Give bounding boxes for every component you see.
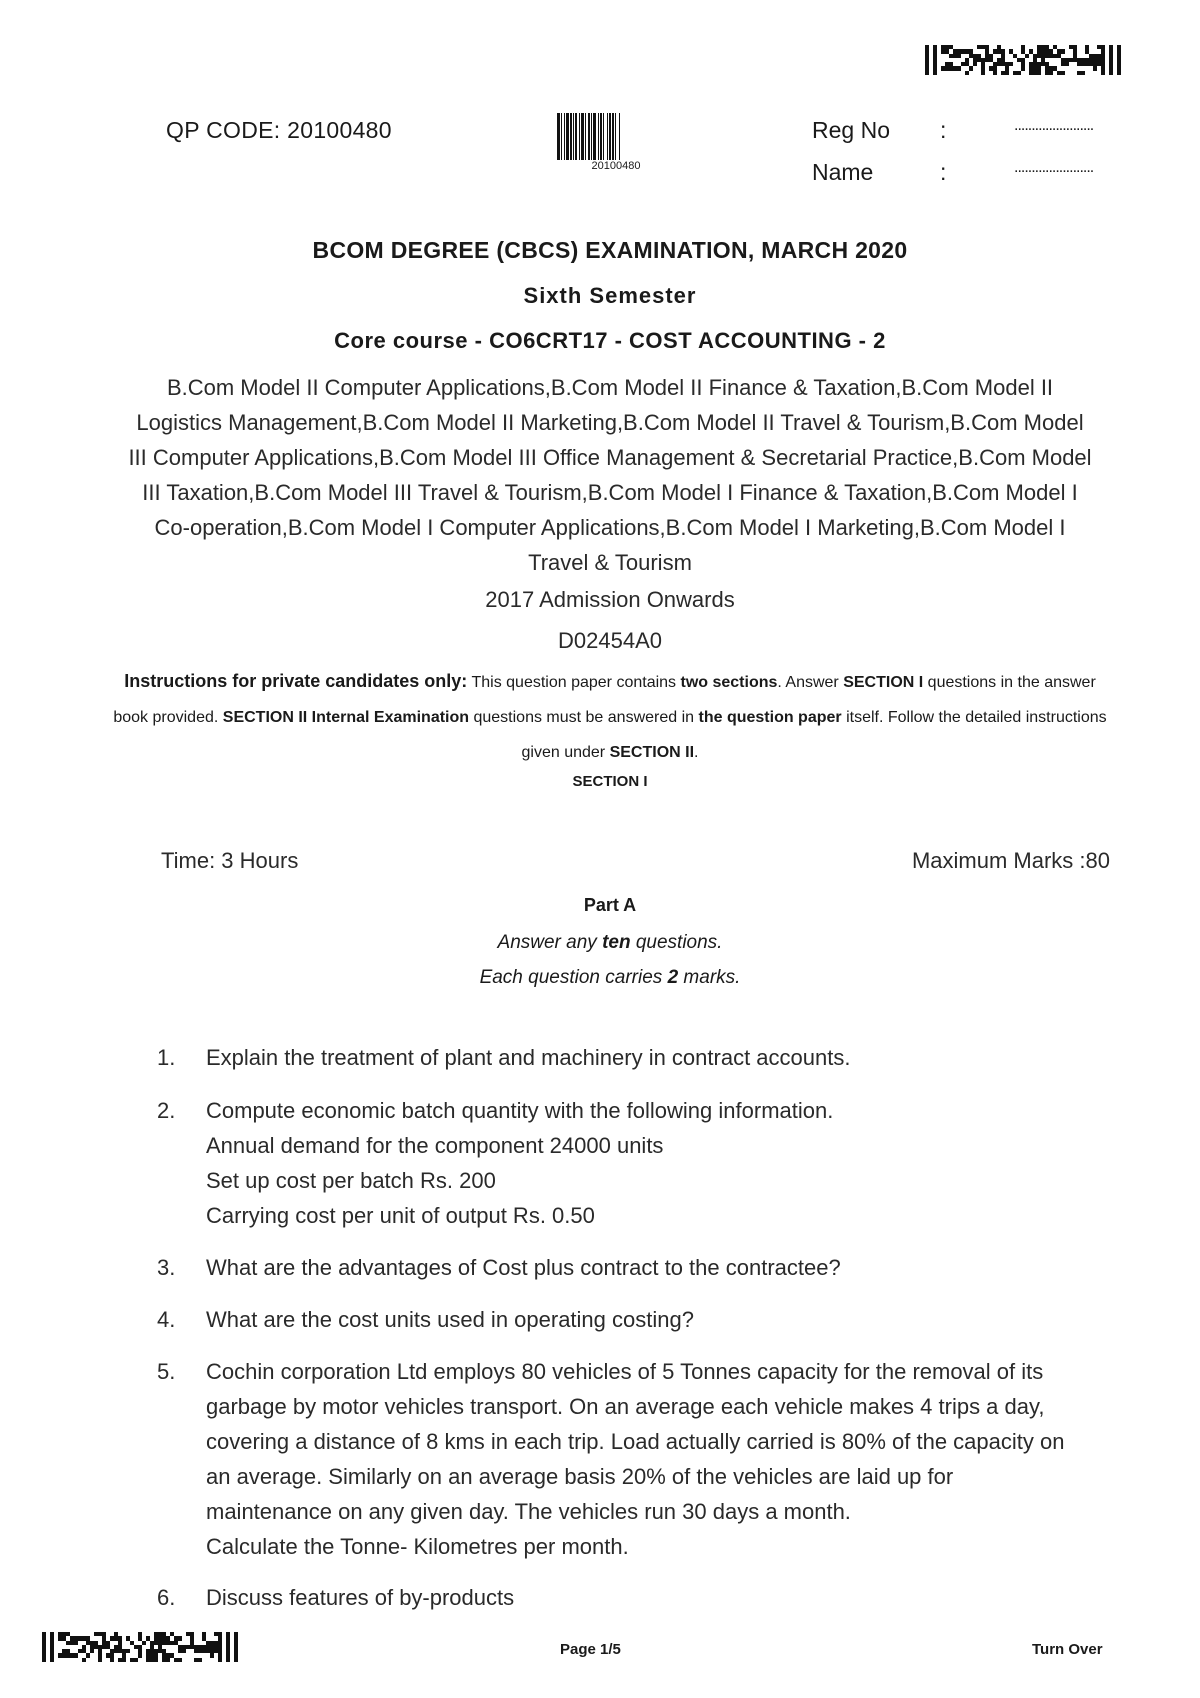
question-line: Annual demand for the component 24000 units [206,1133,664,1158]
course-title: Core course - CO6CRT17 - COST ACCOUNTING - 2 [334,328,886,353]
marks-instruction [110,967,1110,989]
program-line: III Taxation,B.Com Model III Travel & Tourism,B.Com Model I Finance & Taxation,B.Com Model I [142,480,1078,505]
bottom-left-2d-barcode [42,1632,247,1662]
maximum-marks: Maximum Marks :80 [911,848,1110,873]
private-candidate-instructions [110,664,1110,770]
question-line: maintenance on any given day. The vehicles run 30 days a month. [206,1499,851,1524]
top-right-2d-barcode [925,45,1130,75]
program-line: Travel & Tourism [528,550,692,575]
question-number: 3. [157,1255,176,1280]
program-line: Co-operation,B.Com Model I Computer Applications,B.Com Model I Marketing,B.Com Model I [154,515,1066,540]
question-line: an average. Similarly on an average basis 20% of the vehicles are laid up for [206,1464,954,1489]
instructions-lead: Instructions for private candidates only: [124,671,468,691]
question-line: Explain the treatment of plant and machinery in contract accounts. [206,1045,851,1070]
name-colon: : [940,159,947,185]
answer-count: ten [602,932,631,953]
question-line: covering a distance of 8 kms in each trip. Load actually carried is 80% of the capacity on [206,1429,1065,1454]
program-line: III Computer Applications,B.Com Model III Office Management & Secretarial Practice,B.Com Model [128,445,1092,470]
exam-title: BCOM DEGREE (CBCS) EXAMINATION, MARCH 2020 [312,237,908,263]
instructions-bold: the question paper [698,709,842,726]
part-heading: Part A [583,895,637,915]
question-line: Cochin corporation Ltd employs 80 vehicles of 5 Tonnes capacity for the removal of its [206,1359,1044,1384]
instructions-bold: two sections [680,674,778,691]
instructions-text: questions in the answer book provided. [113,674,1096,726]
qp-code: QP CODE: 20100480 [166,117,392,143]
turn-over-label: Turn Over [1032,1641,1103,1658]
marks-text: marks. [678,967,741,988]
question-line: What are the advantages of Cost plus contract to the contractee? [206,1255,841,1280]
program-list [110,370,1110,580]
question-line: Discuss features of by-products [206,1585,515,1610]
instructions-text: This question paper contains [467,674,681,691]
question-number: 5. [157,1359,176,1384]
instructions-bold: SECTION I [843,674,924,691]
marks-count: 2 [667,967,679,988]
question-number: 6. [157,1585,176,1610]
admission-note: 2017 Admission Onwards [485,587,735,612]
paper-code: D02454A0 [558,628,662,653]
question-line: Compute economic batch quantity with the following information. [206,1098,834,1123]
page-number: Page 1/5 [560,1641,621,1658]
question-line: Carrying cost per unit of output Rs. 0.50 [206,1203,595,1228]
instructions-text: . [694,744,699,761]
barcode-number: 20100480 [591,160,641,172]
answer-instruction [110,932,1110,954]
instructions-bold: SECTION II Internal Examination [222,709,470,726]
reg-no-blank: ....................... [1014,117,1094,134]
reg-no-label: Reg No [812,117,890,143]
question-number: 2. [157,1098,176,1123]
answer-text: Answer any [497,932,603,953]
section-heading: SECTION I [572,773,648,790]
question-line: garbage by motor vehicles transport. On an average each vehicle makes 4 trips a day, [206,1394,1045,1419]
instructions-text: itself. Follow the detailed instructions given under [521,709,1107,761]
name-label: Name [812,159,874,185]
instructions-text: questions must be answered in [469,709,699,726]
question-line: What are the cost units used in operating costing? [206,1307,694,1332]
qp-code-barcode [557,113,675,160]
question-number: 4. [157,1307,176,1332]
semester: Sixth Semester [523,283,697,308]
reg-no-colon: : [940,117,947,143]
question-line: Set up cost per batch Rs. 200 [206,1168,496,1193]
program-line: Logistics Management,B.Com Model II Marketing,B.Com Model II Travel & Tourism,B.Com Model [136,410,1084,435]
instructions-bold: SECTION II [609,744,695,761]
answer-text: questions. [630,932,723,953]
instructions-text: . Answer [777,674,844,691]
marks-text: Each question carries [479,967,668,988]
name-blank: ....................... [1014,159,1094,176]
program-line: B.Com Model II Computer Applications,B.Com Model II Finance & Taxation,B.Com Model II [166,375,1054,400]
exam-time: Time: 3 Hours [161,848,299,873]
question-line: Calculate the Tonne- Kilometres per month. [206,1534,629,1559]
question-number: 1. [157,1045,176,1070]
